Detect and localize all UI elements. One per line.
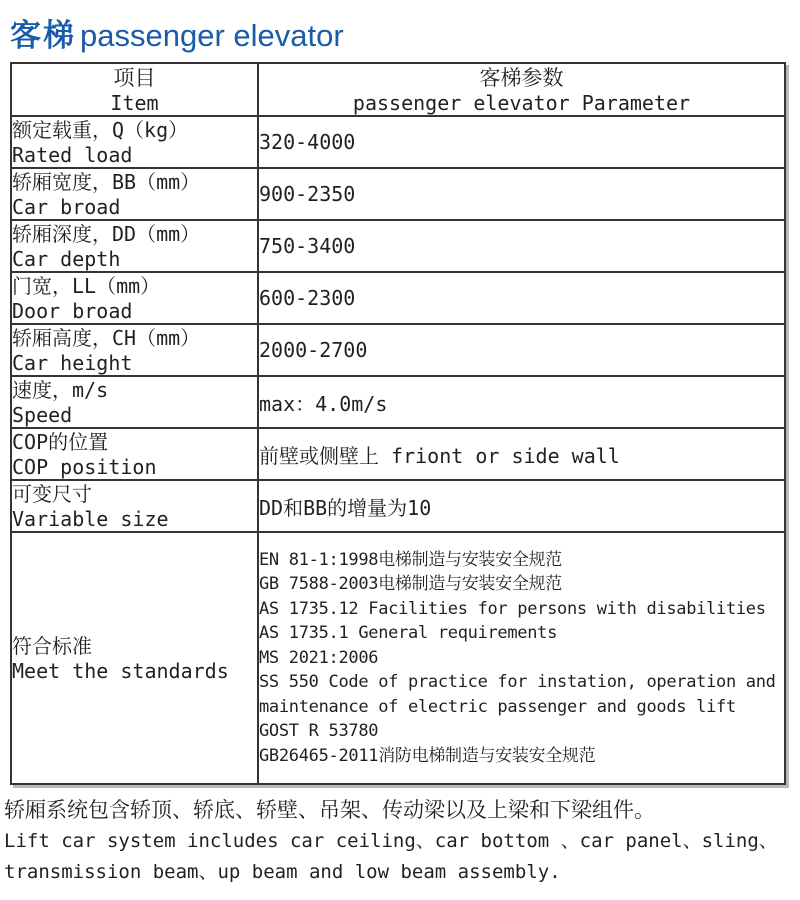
table-row-rated-load (11, 116, 785, 168)
row-label-zh: 轿厢宽度，BB（mm） (12, 170, 201, 194)
footer-line-zh: 轿厢系统包含轿顶、轿底、轿壁、吊架、传动梁以及上梁和下梁组件。 (4, 798, 655, 822)
row-label-en: COP position (12, 455, 157, 479)
standard-line: SS 550 Code of practice for instation, operation and (259, 672, 776, 693)
standard-line: AS 1735.12 Facilities for persons with disabilities (259, 598, 766, 619)
row-label-en: Door broad (12, 299, 133, 323)
footer-note (4, 795, 796, 888)
row-value: 900-2350 (258, 168, 785, 220)
row-label-cell (11, 376, 258, 428)
row-value: 前壁或侧壁上 friont or side wall (258, 428, 785, 480)
standard-line: AS 1735.1 General requirements (259, 623, 558, 644)
table-row-cop-position (11, 428, 785, 480)
row-label-zh: 门宽，LL（mm） (12, 274, 161, 298)
standard-line: MS 2021:2006 (259, 647, 379, 668)
row-value: 600-2300 (258, 272, 785, 324)
page-title-en: passenger elevator (80, 18, 344, 53)
row-value: DD和BB的增量为10 (258, 480, 785, 532)
standard-line: GOST R 53780 (259, 721, 379, 742)
footer-line-en: transmission beam、up beam and low beam assembly. (4, 861, 561, 883)
table-row-door-broad (11, 272, 785, 324)
standards-label-cell (11, 532, 258, 784)
table-header-row (11, 63, 785, 116)
standards-label-en: Meet the standards (12, 659, 229, 683)
row-value: max：4.0m/s (258, 376, 785, 428)
standard-line: GB26465-2011消防电梯制造与安装安全规范 (259, 745, 596, 766)
table-row-variable-size (11, 480, 785, 532)
standard-line: EN 81-1:1998电梯制造与安装安全规范 (259, 549, 562, 570)
row-value: 750-3400 (258, 220, 785, 272)
page-title (10, 10, 344, 55)
row-label-zh: 轿厢高度，CH（mm） (12, 326, 201, 350)
table-row-car-depth (11, 220, 785, 272)
row-value: 320-4000 (258, 116, 785, 168)
row-label-zh: 轿厢深度，DD（mm） (12, 222, 201, 246)
row-label-zh: COP的位置 (12, 430, 109, 454)
footer-line-en: Lift car system includes car ceiling、car bottom 、car panel、sling、 (4, 830, 778, 852)
standards-label-zh: 符合标准 (12, 634, 92, 658)
table-row-car-height (11, 324, 785, 376)
page-title-zh: 客梯 (10, 18, 76, 54)
row-label-en: Car depth (12, 247, 121, 271)
header-item-zh: 项目 (113, 65, 156, 90)
header-parameter-cell (258, 63, 785, 116)
row-label-cell (11, 272, 258, 324)
row-label-cell (11, 324, 258, 376)
standard-line: GB 7588-2003电梯制造与安装安全规范 (259, 574, 562, 595)
row-label-en: Car height (12, 351, 133, 375)
row-label-en: Car broad (12, 195, 121, 219)
row-label-en: Rated load (12, 143, 133, 167)
row-label-cell (11, 480, 258, 532)
row-label-cell (11, 220, 258, 272)
header-parameter-en: passenger elevator Parameter (352, 90, 691, 115)
header-item-en: Item (110, 90, 159, 115)
standards-value-cell (258, 532, 785, 784)
row-label-en: Variable size (12, 507, 169, 531)
row-label-zh: 可变尺寸 (12, 482, 92, 506)
row-label-en: Speed (12, 403, 73, 427)
row-label-zh: 速度，m/s (12, 378, 109, 402)
row-value: 2000-2700 (258, 324, 785, 376)
parameter-table (10, 62, 786, 785)
standard-line: maintenance of electric passenger and goods lift (259, 696, 736, 717)
row-label-zh: 额定载重，Q（kg） (12, 118, 189, 142)
row-label-cell (11, 116, 258, 168)
table-row-car-broad (11, 168, 785, 220)
header-item-cell (11, 63, 258, 116)
table-row-speed (11, 376, 785, 428)
row-label-cell (11, 168, 258, 220)
header-parameter-zh: 客梯参数 (479, 65, 564, 90)
row-label-cell (11, 428, 258, 480)
table-row-standards (11, 532, 785, 784)
